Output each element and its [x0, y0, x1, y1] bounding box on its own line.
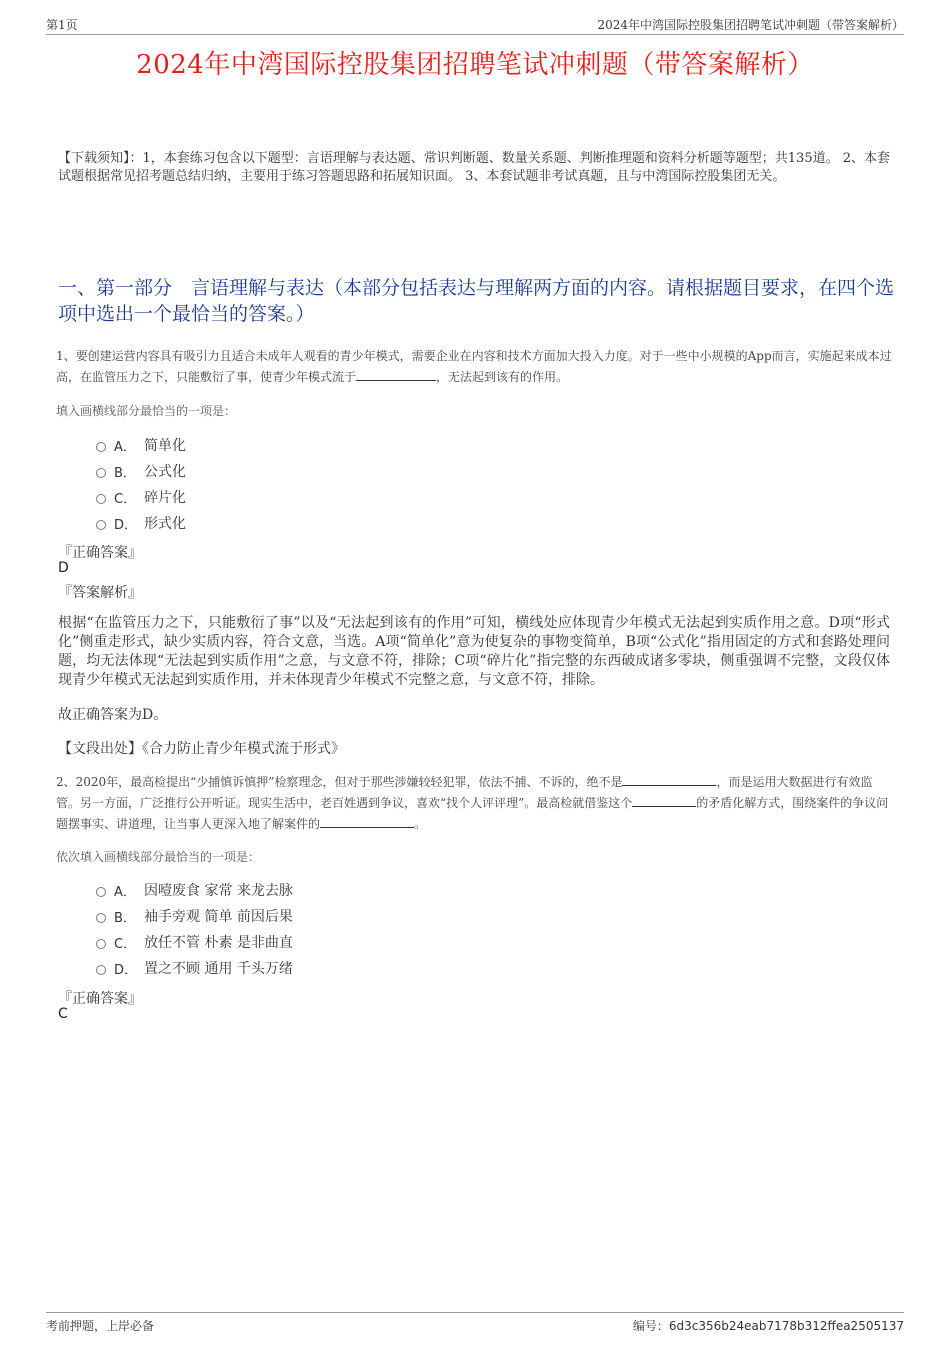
radio-icon[interactable] [96, 494, 106, 504]
question-1-analysis-label: 『答案解析』 [58, 585, 142, 601]
question-1-answer-label: 『正确答案』 [58, 545, 142, 561]
question-2-text [56, 772, 896, 835]
question-2-text-part-b: ，而是运用大数据进行有效监管。另一方面，广泛推行公开听证。现实生活中，老百姓遇到争议，喜欢“找个人评评理”。最高检就借鉴这个 [56, 775, 873, 810]
page-footer [46, 1312, 904, 1337]
option-letter: D． [114, 962, 138, 978]
radio-icon[interactable] [96, 887, 106, 897]
option-text: 碎片化 [144, 490, 186, 506]
question-2-answer-label: 『正确答案』 [58, 991, 142, 1007]
option-letter: C． [114, 936, 137, 952]
option-text: 置之不顾 通用 千头万绪 [144, 961, 293, 977]
download-notice: 【下载须知】：1，本套练习包含以下题型：言语理解与表达题、常识判断题、数量关系题、判断推理题和资料分析题等题型；共135道。 2、本套试题根据常见招考题总结归纳，主要用于练习答题思路和拓展知识面。 3、本套试题非考试真题，且与中湾国际控股集团无关。 [58, 151, 890, 184]
footer-code-value: 6d3c356b24eab7178b312ffea2505137 [668, 1319, 904, 1333]
footer-code-label: 编号： [632, 1319, 669, 1333]
question-1-options [96, 432, 596, 536]
question-1-option-c[interactable] [96, 484, 596, 510]
question-1-option-b[interactable] [96, 458, 596, 484]
question-1-answer: D [58, 560, 69, 576]
radio-icon[interactable] [96, 939, 106, 949]
question-2-option-c[interactable] [96, 929, 596, 955]
question-2-blank-2 [632, 793, 696, 807]
radio-icon[interactable] [96, 520, 106, 530]
radio-icon[interactable] [96, 965, 106, 975]
question-1-prompt: 填入画横线部分最恰当的一项是： [56, 404, 237, 418]
question-2-answer: C [58, 1006, 68, 1022]
option-letter: D． [114, 517, 138, 533]
question-2-prompt: 依次填入画横线部分最恰当的一项是： [56, 850, 261, 864]
question-2-options [96, 877, 596, 981]
question-2-text-part-a: 2、2020年，最高检提出“少捕慎诉慎押”检察理念，但对于那些涉嫌较轻犯罪，依法不捕、不诉的，绝不是 [56, 775, 623, 789]
section-title: 一、第一部分 言语理解与表达（本部分包括表达与理解两方面的内容。请根据题目要求，在四个选项中选出一个最恰当的答案。） [58, 277, 895, 325]
question-1-conclusion: 故正确答案为D。 [58, 707, 168, 723]
document-title: 2024年中湾国际控股集团招聘笔试冲刺题（带答案解析） [136, 50, 814, 80]
question-1-analysis: 根据“在监管压力之下，只能敷衍了事”以及“无法起到该有的作用”可知，横线处应体现青少年模式无法起到实质作用之意。D项“形式化”侧重走形式，缺少实质内容，符合文意，当选。A项“简单化”意为使复杂的事物变简单，B项“公式化”指用固定的方式和套路处理问题，均无法体现“无法起到实质作用”之意，与文意不符，排除；C项“碎片化”指完整的东西破成诸多零块，侧重强调不完整，文段仅体现青少年模式无法起到实质作用，并未体现青少年模式不完整之意，与文意不符，排除。 [58, 615, 890, 688]
option-text: 简单化 [144, 438, 186, 454]
option-text: 袖手旁观 简单 前因后果 [144, 909, 293, 925]
option-letter: B． [114, 910, 136, 926]
radio-icon[interactable] [96, 442, 106, 452]
radio-icon[interactable] [96, 468, 106, 478]
question-2-option-b[interactable] [96, 903, 596, 929]
option-letter: C． [114, 491, 137, 507]
option-letter: A． [114, 884, 136, 900]
question-2-blank-3 [320, 814, 414, 828]
header-doc-title: 2024年中湾国际控股集团招聘笔试冲刺题（带答案解析） [597, 18, 904, 32]
page-number: 第1页 [46, 18, 78, 32]
question-2-option-a[interactable] [96, 877, 596, 903]
option-letter: A． [114, 439, 136, 455]
question-1-source: 【文段出处】《合力防止青少年模式流于形式》 [58, 741, 345, 757]
question-2-blank-1 [622, 772, 716, 786]
question-2-text-part-d: 。 [414, 817, 427, 831]
option-text: 公式化 [144, 464, 186, 480]
question-1-blank [356, 367, 436, 381]
option-text: 形式化 [144, 516, 186, 532]
page-header [46, 14, 904, 35]
question-1-text-part-b: ，无法起到该有的作用。 [436, 370, 569, 384]
radio-icon[interactable] [96, 913, 106, 923]
question-1-option-a[interactable] [96, 432, 596, 458]
question-1-text [56, 346, 896, 388]
footer-slogan: 考前押题，上岸必备 [46, 1319, 155, 1333]
question-1-text-part-a: 1、要创建运营内容具有吸引力且适合未成年人观看的青少年模式，需要企业在内容和技术方面加大投入力度。对于一些中小规模的App而言，实施起来成本过高，在监管压力之下，只能敷衍了事，使青少年模式流于 [56, 349, 892, 384]
question-1-option-d[interactable] [96, 510, 596, 536]
footer-code [633, 1317, 904, 1334]
question-2-text-part-c: 的矛盾化解方式，围绕案件的争议问题摆事实、讲道理，让当事人更深入地了解案件的 [56, 796, 889, 831]
question-2-option-d[interactable] [96, 955, 596, 981]
option-letter: B． [114, 465, 136, 481]
option-text: 因噎废食 家常 来龙去脉 [144, 883, 293, 899]
option-text: 放任不管 朴素 是非曲直 [144, 935, 293, 951]
